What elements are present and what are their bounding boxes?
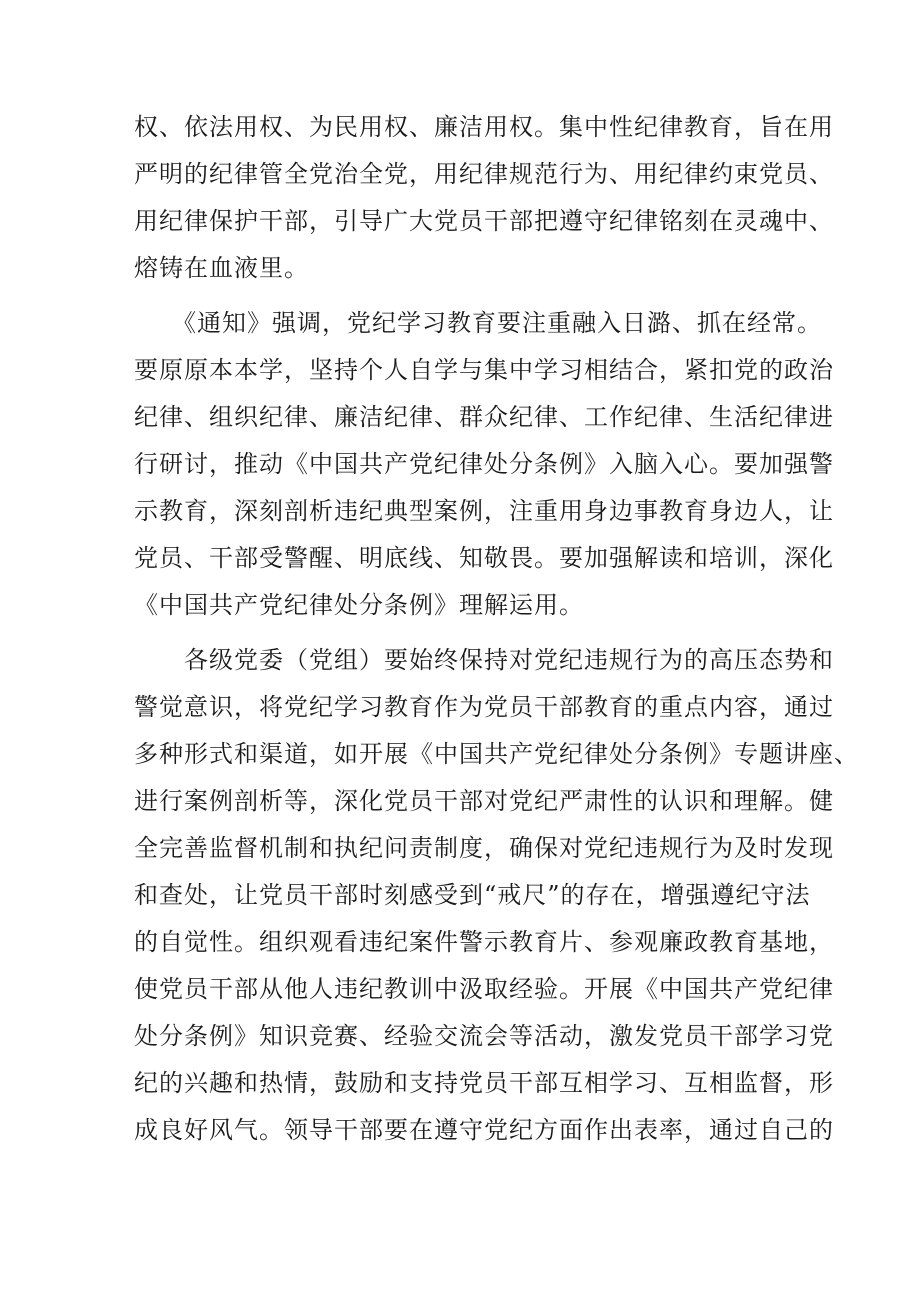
text-line: 《中国共产党纪律处分条例》理解运用。 [134,591,584,619]
text-line: 熔铸在血液里。 [134,254,309,282]
text-line: 纪的兴趣和热情，鼓励和支持党员干部互相学习、互相监督，形 [134,1069,834,1097]
text-line: 多种形式和渠道，如开展《中国共产党纪律处分条例》专题讲座、 [134,740,859,768]
text-line: 全完善监督机制和执纪问责制度，确保对党纪违规行为及时发现 [134,834,834,862]
text-line: 用纪律保护干部，引导广大党员干部把遵守纪律铭刻在灵魂中、 [134,207,834,235]
text-line: 纪律、组织纪律、廉洁纪律、群众纪律、工作纪律、生活纪律进 [134,403,834,431]
text-line: 成良好风气。领导干部要在遵守党纪方面作出表率，通过自己的 [134,1116,834,1144]
text-line: 处分条例》知识竞赛、经验交流会等活动，激发党员干部学习党 [134,1022,834,1050]
text-line: 权、依法用权、为民用权、廉洁用权。集中性纪律教育，旨在用 [134,113,834,141]
paragraph-gap [134,292,794,300]
text-line: 进行案例剖析等，深化党员干部对党纪严肃性的认识和理解。健 [134,787,834,815]
text-line: 要原原本本学，坚持个人自学与集中学习相结合，紧扣党的政治 [134,356,834,384]
paragraph-1 [134,104,834,292]
text-line: 使党员干部从他人违纪教训中汲取经验。开展《中国共产党纪律 [134,975,834,1003]
paragraph-3 [134,637,859,1154]
text-line: 党员、干部受警醒、明底线、知敬畏。要加强解读和培训，深化 [134,544,834,572]
paragraph-2 [134,300,834,629]
text-line: 行研讨，推动《中国共产党纪律处分条例》入脑入心。要加强警 [134,450,834,478]
text-line: 和查处，让党员干部时刻感受到“戒尺”的存在，增强遵纪守法 [134,881,811,909]
text-line: 各级党委（党组）要始终保持对党纪违规行为的高压态势和 [134,646,834,674]
text-line: 的自觉性。组织观看违纪案件警示教育片、参观廉政教育基地， [134,928,834,956]
paragraph-gap [134,629,794,637]
text-line: 警觉意识，将党纪学习教育作为党员干部教育的重点内容，通过 [134,693,834,721]
text-line: 《通知》强调，党纪学习教育要注重融入日潞、抓在经常。 [134,309,822,337]
text-line: 严明的纪律管全党治全党，用纪律规范行为、用纪律约束党员、 [134,160,834,188]
text-line: 示教育，深刻剖析违纪典型案例，注重用身边事教育身边人，让 [134,497,834,525]
document-body [134,104,859,1154]
